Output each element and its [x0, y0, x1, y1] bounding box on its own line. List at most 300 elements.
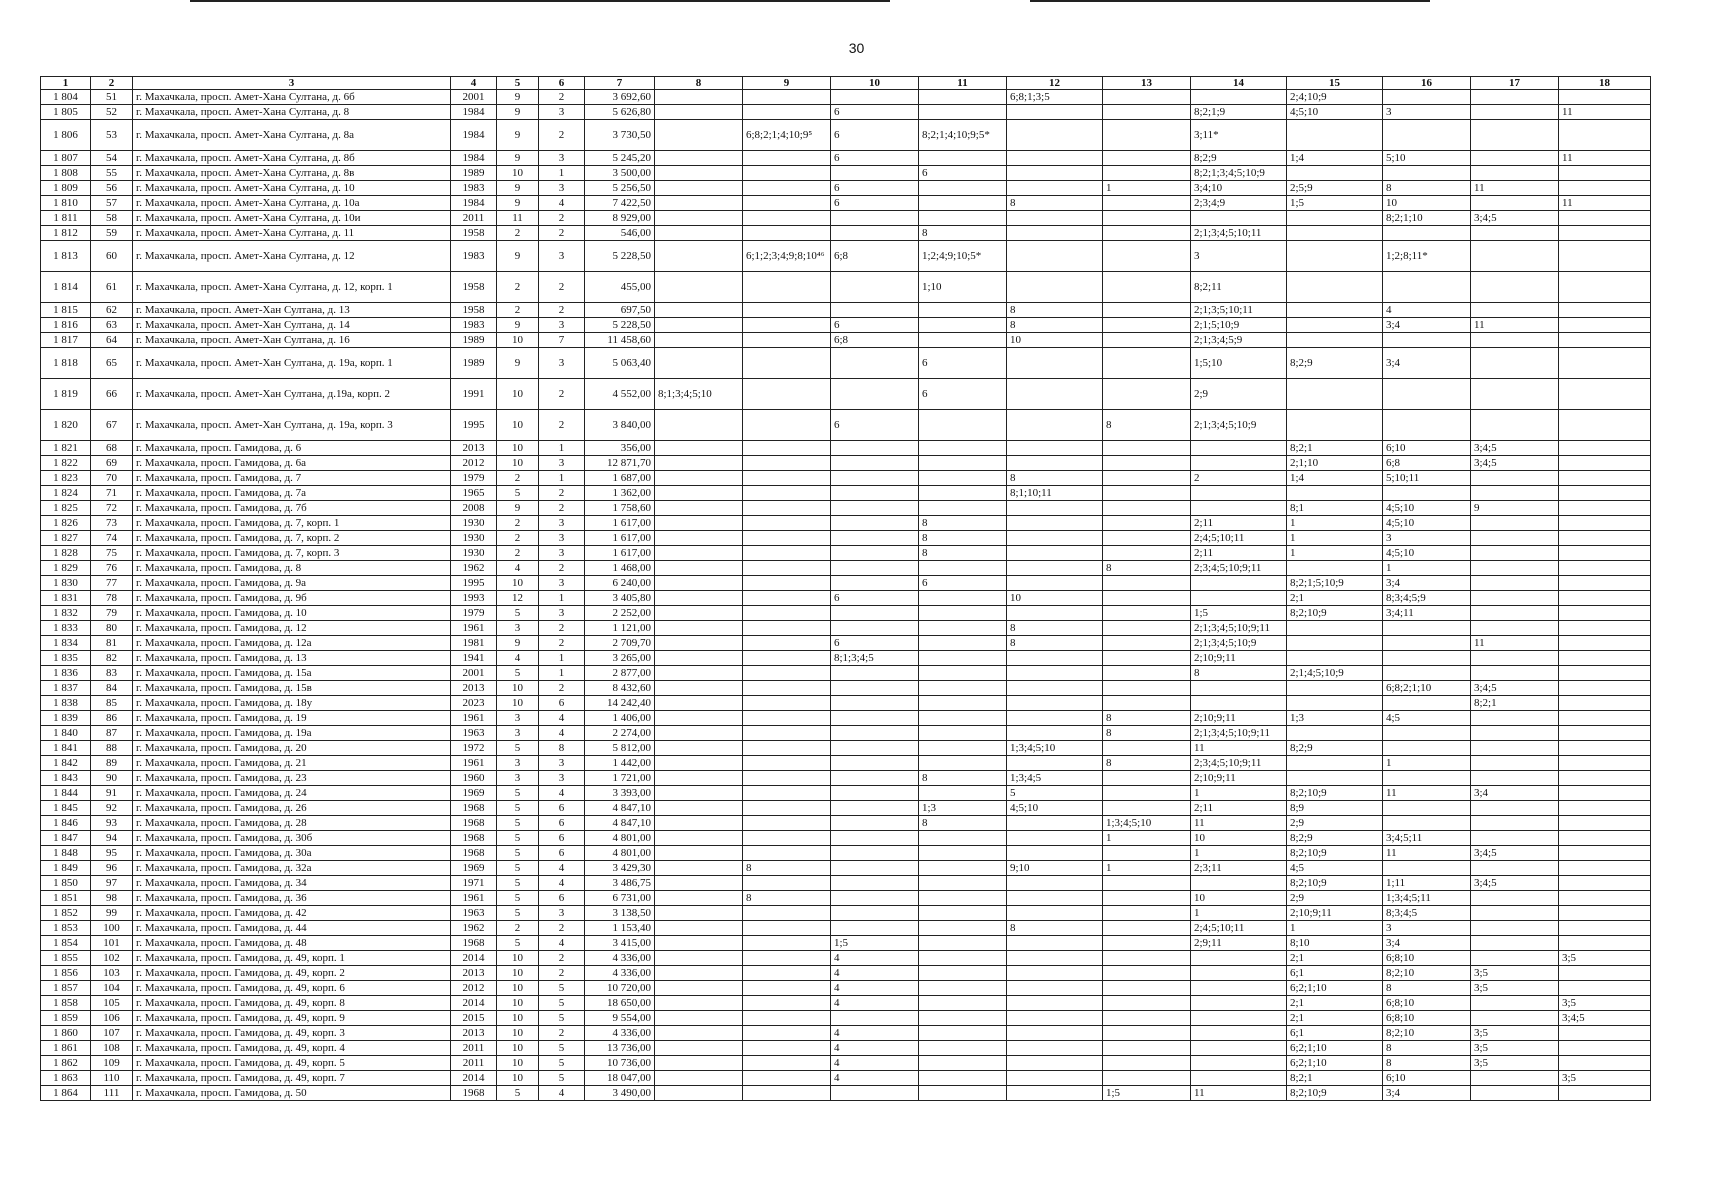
row-index-cell: 68 [91, 441, 133, 456]
column-header-13: 13 [1103, 77, 1191, 90]
row-number-cell: 1 812 [41, 226, 91, 241]
work-cell-col-11: 8 [919, 546, 1007, 561]
work-cell-col-12 [1007, 501, 1103, 516]
work-cell-col-9 [743, 166, 831, 181]
year-cell: 1930 [451, 546, 497, 561]
year-cell: 1984 [451, 196, 497, 211]
area-cell: 3 500,00 [585, 166, 655, 181]
row-index-cell: 104 [91, 981, 133, 996]
work-cell-col-15: 8;1 [1287, 501, 1383, 516]
work-cell-col-15: 8;2;10;9 [1287, 606, 1383, 621]
work-cell-col-8 [655, 876, 743, 891]
work-cell-col-8 [655, 181, 743, 196]
work-cell-col-9 [743, 651, 831, 666]
work-cell-col-18 [1559, 166, 1651, 181]
row-number-cell: 1 847 [41, 831, 91, 846]
work-cell-col-16: 3;4;11 [1383, 606, 1471, 621]
work-cell-col-13 [1103, 951, 1191, 966]
work-cell-col-14: 2;10;9;11 [1191, 771, 1287, 786]
address-cell: г. Махачкала, просп. Гамидова, д. 49, корп. 4 [133, 1041, 451, 1056]
work-cell-col-9 [743, 816, 831, 831]
work-cell-col-14: 2;10;9;11 [1191, 651, 1287, 666]
year-cell: 1958 [451, 272, 497, 303]
area-cell: 546,00 [585, 226, 655, 241]
work-cell-col-15: 8;2;10;9 [1287, 876, 1383, 891]
work-cell-col-13 [1103, 105, 1191, 120]
work-cell-col-9 [743, 486, 831, 501]
table-row [41, 546, 1651, 561]
work-cell-col-13 [1103, 786, 1191, 801]
work-cell-col-17 [1471, 756, 1559, 771]
address-cell: г. Махачкала, просп. Амет-Хана Султана, д. 8 [133, 105, 451, 120]
work-cell-col-17: 11 [1471, 636, 1559, 651]
year-cell: 2013 [451, 1026, 497, 1041]
table-row [41, 120, 1651, 151]
work-cell-col-12: 9;10 [1007, 861, 1103, 876]
table-row [41, 211, 1651, 226]
work-cell-col-8 [655, 196, 743, 211]
work-cell-col-13 [1103, 456, 1191, 471]
work-cell-col-16: 1;3;4;5;11 [1383, 891, 1471, 906]
page-number: 30 [848, 40, 865, 56]
work-cell-col-16: 8 [1383, 1056, 1471, 1071]
work-cell-col-18 [1559, 891, 1651, 906]
area-cell: 1 617,00 [585, 531, 655, 546]
work-cell-col-13 [1103, 846, 1191, 861]
work-cell-col-16: 3;4 [1383, 348, 1471, 379]
area-cell: 3 486,75 [585, 876, 655, 891]
year-cell: 2011 [451, 1041, 497, 1056]
work-cell-col-18 [1559, 711, 1651, 726]
work-cell-col-14: 2;1;3;4;5;10;9 [1191, 410, 1287, 441]
work-cell-col-11 [919, 303, 1007, 318]
row-number-cell: 1 848 [41, 846, 91, 861]
work-cell-col-18 [1559, 921, 1651, 936]
work-cell-col-13 [1103, 966, 1191, 981]
entrances-cell: 5 [539, 981, 585, 996]
work-cell-col-16: 4;5 [1383, 711, 1471, 726]
work-cell-col-17 [1471, 486, 1559, 501]
floors-cell: 3 [497, 621, 539, 636]
work-cell-col-10 [831, 546, 919, 561]
work-cell-col-18 [1559, 456, 1651, 471]
work-cell-col-12 [1007, 756, 1103, 771]
work-cell-col-16 [1383, 726, 1471, 741]
address-cell: г. Махачкала, просп. Гамидова, д. 18у [133, 696, 451, 711]
table-row [41, 516, 1651, 531]
area-cell: 4 801,00 [585, 846, 655, 861]
work-cell-col-16: 10 [1383, 196, 1471, 211]
work-cell-col-13: 8 [1103, 756, 1191, 771]
entrances-cell: 2 [539, 303, 585, 318]
row-index-cell: 88 [91, 741, 133, 756]
work-cell-col-9 [743, 726, 831, 741]
area-cell: 3 730,50 [585, 120, 655, 151]
area-cell: 5 228,50 [585, 241, 655, 272]
work-cell-col-15: 1 [1287, 921, 1383, 936]
work-cell-col-12 [1007, 379, 1103, 410]
work-cell-col-16: 1 [1383, 756, 1471, 771]
work-cell-col-13 [1103, 996, 1191, 1011]
work-cell-col-13 [1103, 876, 1191, 891]
work-cell-col-11 [919, 936, 1007, 951]
work-cell-col-15: 8;2;10;9 [1287, 846, 1383, 861]
work-cell-col-12 [1007, 516, 1103, 531]
work-cell-col-17 [1471, 831, 1559, 846]
area-cell: 4 552,00 [585, 379, 655, 410]
address-cell: г. Махачкала, просп. Гамидова, д. 6а [133, 456, 451, 471]
work-cell-col-17 [1471, 801, 1559, 816]
work-cell-col-10 [831, 531, 919, 546]
row-number-cell: 1 808 [41, 166, 91, 181]
row-number-cell: 1 840 [41, 726, 91, 741]
work-cell-col-18 [1559, 681, 1651, 696]
entrances-cell: 6 [539, 801, 585, 816]
entrances-cell: 3 [539, 756, 585, 771]
floors-cell: 9 [497, 196, 539, 211]
entrances-cell: 2 [539, 410, 585, 441]
work-cell-col-13 [1103, 303, 1191, 318]
entrances-cell: 4 [539, 786, 585, 801]
area-cell: 3 490,00 [585, 1086, 655, 1101]
work-cell-col-10: 4 [831, 951, 919, 966]
entrances-cell: 3 [539, 771, 585, 786]
work-cell-col-15 [1287, 318, 1383, 333]
area-cell: 1 442,00 [585, 756, 655, 771]
row-number-cell: 1 827 [41, 531, 91, 546]
area-cell: 5 245,20 [585, 151, 655, 166]
entrances-cell: 5 [539, 1071, 585, 1086]
table-body [41, 90, 1651, 1101]
table-row [41, 951, 1651, 966]
work-cell-col-8 [655, 981, 743, 996]
work-cell-col-9 [743, 981, 831, 996]
work-cell-col-13 [1103, 516, 1191, 531]
work-cell-col-8 [655, 951, 743, 966]
table-row [41, 471, 1651, 486]
work-cell-col-9 [743, 1056, 831, 1071]
year-cell: 1968 [451, 936, 497, 951]
row-index-cell: 108 [91, 1041, 133, 1056]
column-header-2: 2 [91, 77, 133, 90]
work-cell-col-8 [655, 410, 743, 441]
address-cell: г. Махачкала, просп. Амет-Хан Султана, д. 14 [133, 318, 451, 333]
address-cell: г. Махачкала, просп. Гамидова, д. 20 [133, 741, 451, 756]
work-cell-col-12: 8 [1007, 621, 1103, 636]
work-cell-col-9 [743, 906, 831, 921]
work-cell-col-9 [743, 831, 831, 846]
work-cell-col-16: 1 [1383, 561, 1471, 576]
row-number-cell: 1 830 [41, 576, 91, 591]
work-cell-col-10 [831, 456, 919, 471]
work-cell-col-10 [831, 606, 919, 621]
work-cell-col-15: 1 [1287, 516, 1383, 531]
work-cell-col-14: 2;11 [1191, 546, 1287, 561]
work-cell-col-12 [1007, 891, 1103, 906]
address-cell: г. Махачкала, просп. Гамидова, д. 49, корп. 7 [133, 1071, 451, 1086]
work-cell-col-11 [919, 501, 1007, 516]
work-cell-col-13 [1103, 151, 1191, 166]
area-cell: 356,00 [585, 441, 655, 456]
year-cell: 1965 [451, 486, 497, 501]
work-cell-col-10: 6;8 [831, 333, 919, 348]
work-cell-col-13 [1103, 546, 1191, 561]
work-cell-col-17 [1471, 379, 1559, 410]
year-cell: 2014 [451, 951, 497, 966]
floors-cell: 2 [497, 303, 539, 318]
area-cell: 4 336,00 [585, 951, 655, 966]
column-header-14: 14 [1191, 77, 1287, 90]
column-header-8: 8 [655, 77, 743, 90]
year-cell: 2011 [451, 1056, 497, 1071]
work-cell-col-8 [655, 831, 743, 846]
entrances-cell: 2 [539, 379, 585, 410]
entrances-cell: 6 [539, 891, 585, 906]
work-cell-col-15: 4;5 [1287, 861, 1383, 876]
area-cell: 11 458,60 [585, 333, 655, 348]
work-cell-col-16 [1383, 410, 1471, 441]
work-cell-col-14: 2;3;4;5;10;9;11 [1191, 561, 1287, 576]
work-cell-col-11: 8 [919, 816, 1007, 831]
table-row [41, 348, 1651, 379]
work-cell-col-18 [1559, 651, 1651, 666]
area-cell: 4 847,10 [585, 816, 655, 831]
work-cell-col-15: 1;5 [1287, 196, 1383, 211]
row-index-cell: 73 [91, 516, 133, 531]
work-cell-col-12: 4;5;10 [1007, 801, 1103, 816]
work-cell-col-18: 3;4;5 [1559, 1011, 1651, 1026]
row-index-cell: 58 [91, 211, 133, 226]
work-cell-col-14: 1 [1191, 906, 1287, 921]
work-cell-col-18 [1559, 591, 1651, 606]
work-cell-col-14: 8;2;11 [1191, 272, 1287, 303]
row-number-cell: 1 835 [41, 651, 91, 666]
work-cell-col-14: 2;9;11 [1191, 936, 1287, 951]
row-number-cell: 1 816 [41, 318, 91, 333]
work-cell-col-18 [1559, 786, 1651, 801]
work-cell-col-17: 3;5 [1471, 1056, 1559, 1071]
work-cell-col-10 [831, 906, 919, 921]
work-cell-col-18 [1559, 348, 1651, 379]
work-cell-col-15: 2;1 [1287, 951, 1383, 966]
row-number-cell: 1 857 [41, 981, 91, 996]
work-cell-col-14: 2;10;9;11 [1191, 711, 1287, 726]
work-cell-col-8 [655, 303, 743, 318]
work-cell-col-15: 2;9 [1287, 816, 1383, 831]
work-cell-col-13: 1;5 [1103, 1086, 1191, 1101]
work-cell-col-9 [743, 501, 831, 516]
work-cell-col-9 [743, 151, 831, 166]
work-cell-col-9 [743, 1041, 831, 1056]
work-cell-col-8 [655, 891, 743, 906]
work-cell-col-9 [743, 846, 831, 861]
row-number-cell: 1 838 [41, 696, 91, 711]
work-cell-col-14: 2 [1191, 471, 1287, 486]
row-number-cell: 1 841 [41, 741, 91, 756]
work-cell-col-13 [1103, 211, 1191, 226]
work-cell-col-10: 6 [831, 181, 919, 196]
area-cell: 1 362,00 [585, 486, 655, 501]
address-cell: г. Махачкала, просп. Гамидова, д. 12а [133, 636, 451, 651]
area-cell: 14 242,40 [585, 696, 655, 711]
table-row [41, 816, 1651, 831]
table-row [41, 456, 1651, 471]
work-cell-col-13 [1103, 696, 1191, 711]
work-cell-col-16: 3;4;5;11 [1383, 831, 1471, 846]
row-number-cell: 1 804 [41, 90, 91, 105]
address-cell: г. Махачкала, просп. Гамидова, д. 13 [133, 651, 451, 666]
work-cell-col-17 [1471, 591, 1559, 606]
work-cell-col-16: 8;3;4;5 [1383, 906, 1471, 921]
row-index-cell: 57 [91, 196, 133, 211]
work-cell-col-11 [919, 666, 1007, 681]
table-row [41, 591, 1651, 606]
work-cell-col-18 [1559, 966, 1651, 981]
entrances-cell: 2 [539, 966, 585, 981]
address-cell: г. Махачкала, просп. Гамидова, д. 49, корп. 2 [133, 966, 451, 981]
column-header-6: 6 [539, 77, 585, 90]
work-cell-col-11 [919, 456, 1007, 471]
work-cell-col-18 [1559, 936, 1651, 951]
work-cell-col-14: 8;2;1;3;4;5;10;9 [1191, 166, 1287, 181]
work-cell-col-17 [1471, 651, 1559, 666]
entrances-cell: 3 [539, 456, 585, 471]
floors-cell: 10 [497, 981, 539, 996]
row-index-cell: 71 [91, 486, 133, 501]
work-cell-col-18 [1559, 801, 1651, 816]
work-cell-col-18 [1559, 606, 1651, 621]
work-cell-col-13 [1103, 241, 1191, 272]
entrances-cell: 2 [539, 921, 585, 936]
work-cell-col-17 [1471, 348, 1559, 379]
work-cell-col-10: 1;5 [831, 936, 919, 951]
work-cell-col-14: 2;1;3;4;5;10;9 [1191, 636, 1287, 651]
row-index-cell: 100 [91, 921, 133, 936]
row-index-cell: 96 [91, 861, 133, 876]
row-index-cell: 55 [91, 166, 133, 181]
work-cell-col-16: 8;2;10 [1383, 1026, 1471, 1041]
work-cell-col-12: 1;3;4;5;10 [1007, 741, 1103, 756]
year-cell: 1989 [451, 333, 497, 348]
work-cell-col-11 [919, 211, 1007, 226]
row-index-cell: 92 [91, 801, 133, 816]
work-cell-col-16: 3;4 [1383, 936, 1471, 951]
table-row [41, 181, 1651, 196]
work-cell-col-13 [1103, 981, 1191, 996]
work-cell-col-15: 6;1 [1287, 1026, 1383, 1041]
work-cell-col-12 [1007, 120, 1103, 151]
work-cell-col-10 [831, 801, 919, 816]
table-row [41, 441, 1651, 456]
work-cell-col-11 [919, 410, 1007, 441]
work-cell-col-14: 2;1;3;4;5;9 [1191, 333, 1287, 348]
floors-cell: 10 [497, 576, 539, 591]
table-row [41, 831, 1651, 846]
row-index-cell: 62 [91, 303, 133, 318]
work-cell-col-8 [655, 666, 743, 681]
floors-cell: 10 [497, 1011, 539, 1026]
work-cell-col-18 [1559, 303, 1651, 318]
table-row [41, 981, 1651, 996]
work-cell-col-15: 2;1 [1287, 996, 1383, 1011]
row-number-cell: 1 850 [41, 876, 91, 891]
work-cell-col-8: 8;1;3;4;5;10 [655, 379, 743, 410]
area-cell: 8 432,60 [585, 681, 655, 696]
work-cell-col-11 [919, 681, 1007, 696]
work-cell-col-9: 8 [743, 861, 831, 876]
work-cell-col-11 [919, 951, 1007, 966]
floors-cell: 9 [497, 105, 539, 120]
table-row [41, 621, 1651, 636]
entrances-cell: 2 [539, 636, 585, 651]
year-cell: 1984 [451, 105, 497, 120]
work-cell-col-17 [1471, 1086, 1559, 1101]
address-cell: г. Махачкала, просп. Гамидова, д. 10 [133, 606, 451, 621]
area-cell: 5 063,40 [585, 348, 655, 379]
column-header-11: 11 [919, 77, 1007, 90]
work-cell-col-12 [1007, 696, 1103, 711]
work-cell-col-8 [655, 272, 743, 303]
work-cell-col-9 [743, 1071, 831, 1086]
work-cell-col-18 [1559, 1086, 1651, 1101]
work-cell-col-10: 6 [831, 318, 919, 333]
work-cell-col-10 [831, 831, 919, 846]
year-cell: 1968 [451, 816, 497, 831]
floors-cell: 3 [497, 756, 539, 771]
work-cell-col-17 [1471, 105, 1559, 120]
work-cell-col-12 [1007, 226, 1103, 241]
entrances-cell: 2 [539, 501, 585, 516]
work-cell-col-9 [743, 801, 831, 816]
floors-cell: 9 [497, 120, 539, 151]
work-cell-col-14: 1;5 [1191, 606, 1287, 621]
work-cell-col-18 [1559, 546, 1651, 561]
work-cell-col-12 [1007, 441, 1103, 456]
work-cell-col-15: 1;4 [1287, 151, 1383, 166]
table-row [41, 711, 1651, 726]
work-cell-col-9 [743, 621, 831, 636]
work-cell-col-8 [655, 471, 743, 486]
entrances-cell: 3 [539, 105, 585, 120]
table-row [41, 379, 1651, 410]
entrances-cell: 2 [539, 951, 585, 966]
work-cell-col-14 [1191, 486, 1287, 501]
row-index-cell: 59 [91, 226, 133, 241]
floors-cell: 5 [497, 741, 539, 756]
work-cell-col-13 [1103, 120, 1191, 151]
work-cell-col-10 [831, 621, 919, 636]
year-cell: 1979 [451, 471, 497, 486]
work-cell-col-9 [743, 333, 831, 348]
floors-cell: 4 [497, 651, 539, 666]
entrances-cell: 1 [539, 591, 585, 606]
header-row [41, 77, 1651, 90]
work-cell-col-17: 3;4 [1471, 786, 1559, 801]
row-index-cell: 83 [91, 666, 133, 681]
area-cell: 4 847,10 [585, 801, 655, 816]
floors-cell: 10 [497, 996, 539, 1011]
work-cell-col-18 [1559, 90, 1651, 105]
area-cell: 2 709,70 [585, 636, 655, 651]
address-cell: г. Махачкала, просп. Гамидова, д. 30б [133, 831, 451, 846]
floors-cell: 5 [497, 891, 539, 906]
work-cell-col-10 [831, 876, 919, 891]
work-cell-col-13 [1103, 272, 1191, 303]
work-cell-col-14 [1191, 981, 1287, 996]
area-cell: 18 047,00 [585, 1071, 655, 1086]
year-cell: 1962 [451, 561, 497, 576]
work-cell-col-9 [743, 606, 831, 621]
